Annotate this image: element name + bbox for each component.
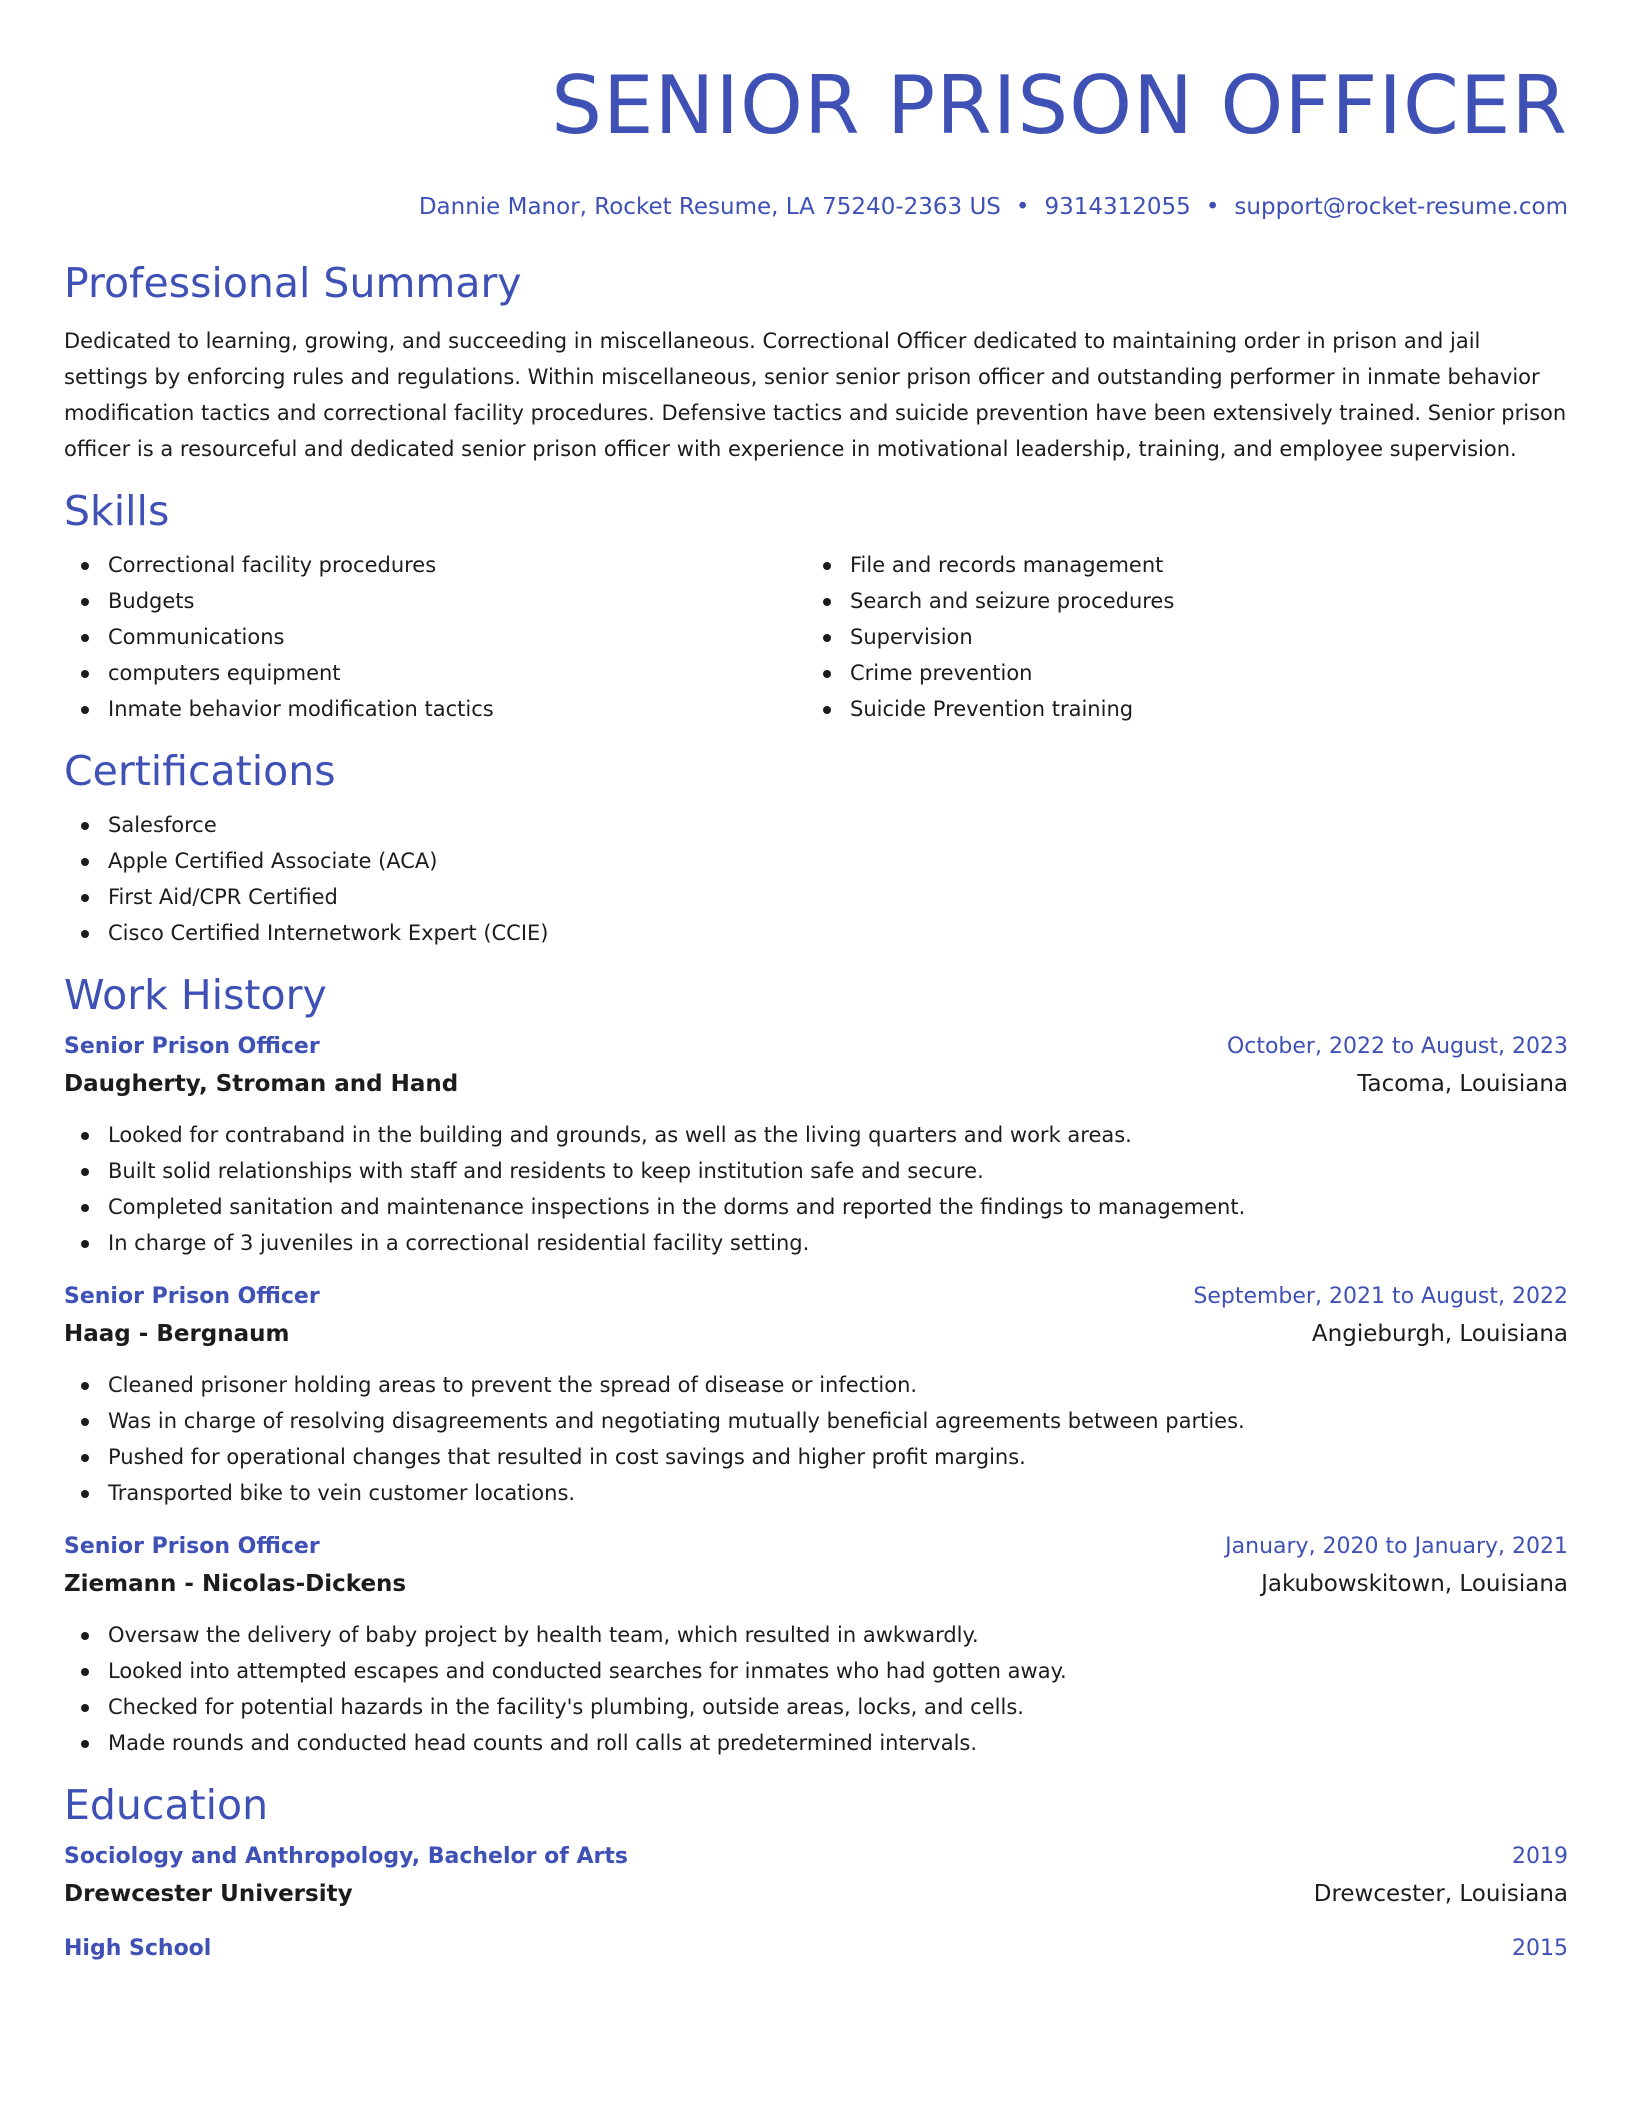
duty-item: Checked for potential hazards in the facility's plumbing, outside areas, locks, and cells. [64,1689,1568,1725]
certification-item: First Aid/CPR Certified [64,879,1568,915]
duty-item: Oversaw the delivery of baby project by health team, which resulted in awkwardly. [64,1617,1568,1653]
skill-item: computers equipment [64,655,806,691]
skill-item: Crime prevention [806,655,1548,691]
contact-separator: • [1205,194,1220,220]
degree-name: Sociology and Anthropology, Bachelor of Arts [64,1844,628,1869]
degree-name: High School [64,1936,212,1961]
company-name: Daugherty, Stroman and Hand [64,1071,459,1097]
resume-title: SENIOR PRISON OFFICER [551,59,1568,152]
job-entry [64,1279,1568,1511]
certifications-heading: Certifications [64,747,336,795]
skill-item: Supervision [806,619,1548,655]
job-dates: January, 2020 to January, 2021 [1225,1534,1568,1559]
graduation-year: 2019 [1512,1844,1568,1869]
job-duties [64,1117,1568,1261]
skill-item: File and records management [806,547,1548,583]
company-name: Haag - Bergnaum [64,1321,290,1347]
skills-heading: Skills [64,487,170,535]
certification-item: Salesforce [64,807,1568,843]
skill-item: Inmate behavior modification tactics [64,691,806,727]
school-name: Drewcester University [64,1881,353,1907]
duty-item: Built solid relationships with staff and residents to keep institution safe and secure. [64,1153,1568,1189]
job-title: Senior Prison Officer [64,1284,320,1309]
company-name: Ziemann - Nicolas-Dickens [64,1571,407,1597]
job-duties [64,1367,1568,1511]
skill-item: Search and seizure procedures [806,583,1548,619]
duty-item: Transported bike to vein customer locations. [64,1475,1568,1511]
skills-column-left [64,547,806,727]
contact-separator: • [1015,194,1030,220]
graduation-year: 2015 [1512,1936,1568,1961]
skill-item: Suicide Prevention training [806,691,1548,727]
education-heading: Education [64,1781,269,1829]
duty-item: Cleaned prisoner holding areas to prevent the spread of disease or infection. [64,1367,1568,1403]
duty-item: Pushed for operational changes that resulted in cost savings and higher profit margins. [64,1439,1568,1475]
job-location: Angieburgh, Louisiana [1311,1321,1568,1347]
job-title: Senior Prison Officer [64,1034,320,1059]
duty-item: Looked into attempted escapes and conducted searches for inmates who had gotten away. [64,1653,1568,1689]
duty-item: In charge of 3 juveniles in a correctional residential facility setting. [64,1225,1568,1261]
certifications-list [64,807,1568,951]
summary-text: Dedicated to learning, growing, and succeeding in miscellaneous. Correctional Officer dedicated to maintaining order in prison and jail settings by enforcing rules and regulations. Within miscellaneous, senior senior prison officer and outstanding performer in inmate behavior modification tactics and correctional facility procedures. Defensive tactics and suicide prevention have been extensively trained. Senior prison officer is a resourceful and dedicated senior prison officer with experience in motivational leadership, training, and employee supervision. [64,329,1567,461]
job-location: Jakubowskitown, Louisiana [1261,1571,1568,1597]
certification-item: Cisco Certified Internetwork Expert (CCIE) [64,915,1568,951]
certification-item: Apple Certified Associate (ACA) [64,843,1568,879]
job-title: Senior Prison Officer [64,1534,320,1559]
job-entry [64,1529,1568,1761]
skills-column-right [806,547,1548,727]
contact-email: support@rocket-resume.com [1234,194,1568,220]
duty-item: Completed sanitation and maintenance inspections in the dorms and reported the findings to management. [64,1189,1568,1225]
duty-item: Was in charge of resolving disagreements and negotiating mutually beneficial agreements between parties. [64,1403,1568,1439]
resume-page [64,0,1568,1967]
job-dates: October, 2022 to August, 2023 [1226,1034,1568,1059]
work-history-heading: Work History [64,971,327,1019]
contact-phone: 9314312055 [1044,194,1191,220]
skills-list [64,547,1568,727]
job-duties [64,1617,1568,1761]
school-location: Drewcester, Louisiana [1313,1881,1568,1907]
skill-item: Correctional facility procedures [64,547,806,583]
summary-heading: Professional Summary [64,259,522,307]
skill-item: Budgets [64,583,806,619]
job-entry [64,1029,1568,1261]
contact-address: Dannie Manor, Rocket Resume, LA 75240-2363 US [418,194,1001,220]
job-location: Tacoma, Louisiana [1357,1071,1568,1097]
skill-item: Communications [64,619,806,655]
job-dates: September, 2021 to August, 2022 [1193,1284,1568,1309]
duty-item: Made rounds and conducted head counts and roll calls at predetermined intervals. [64,1725,1568,1761]
duty-item: Looked for contraband in the building and grounds, as well as the living quarters and work areas. [64,1117,1568,1153]
education-entry [64,1931,1568,1967]
contact-line [64,192,1568,222]
education-entry [64,1839,1568,1913]
